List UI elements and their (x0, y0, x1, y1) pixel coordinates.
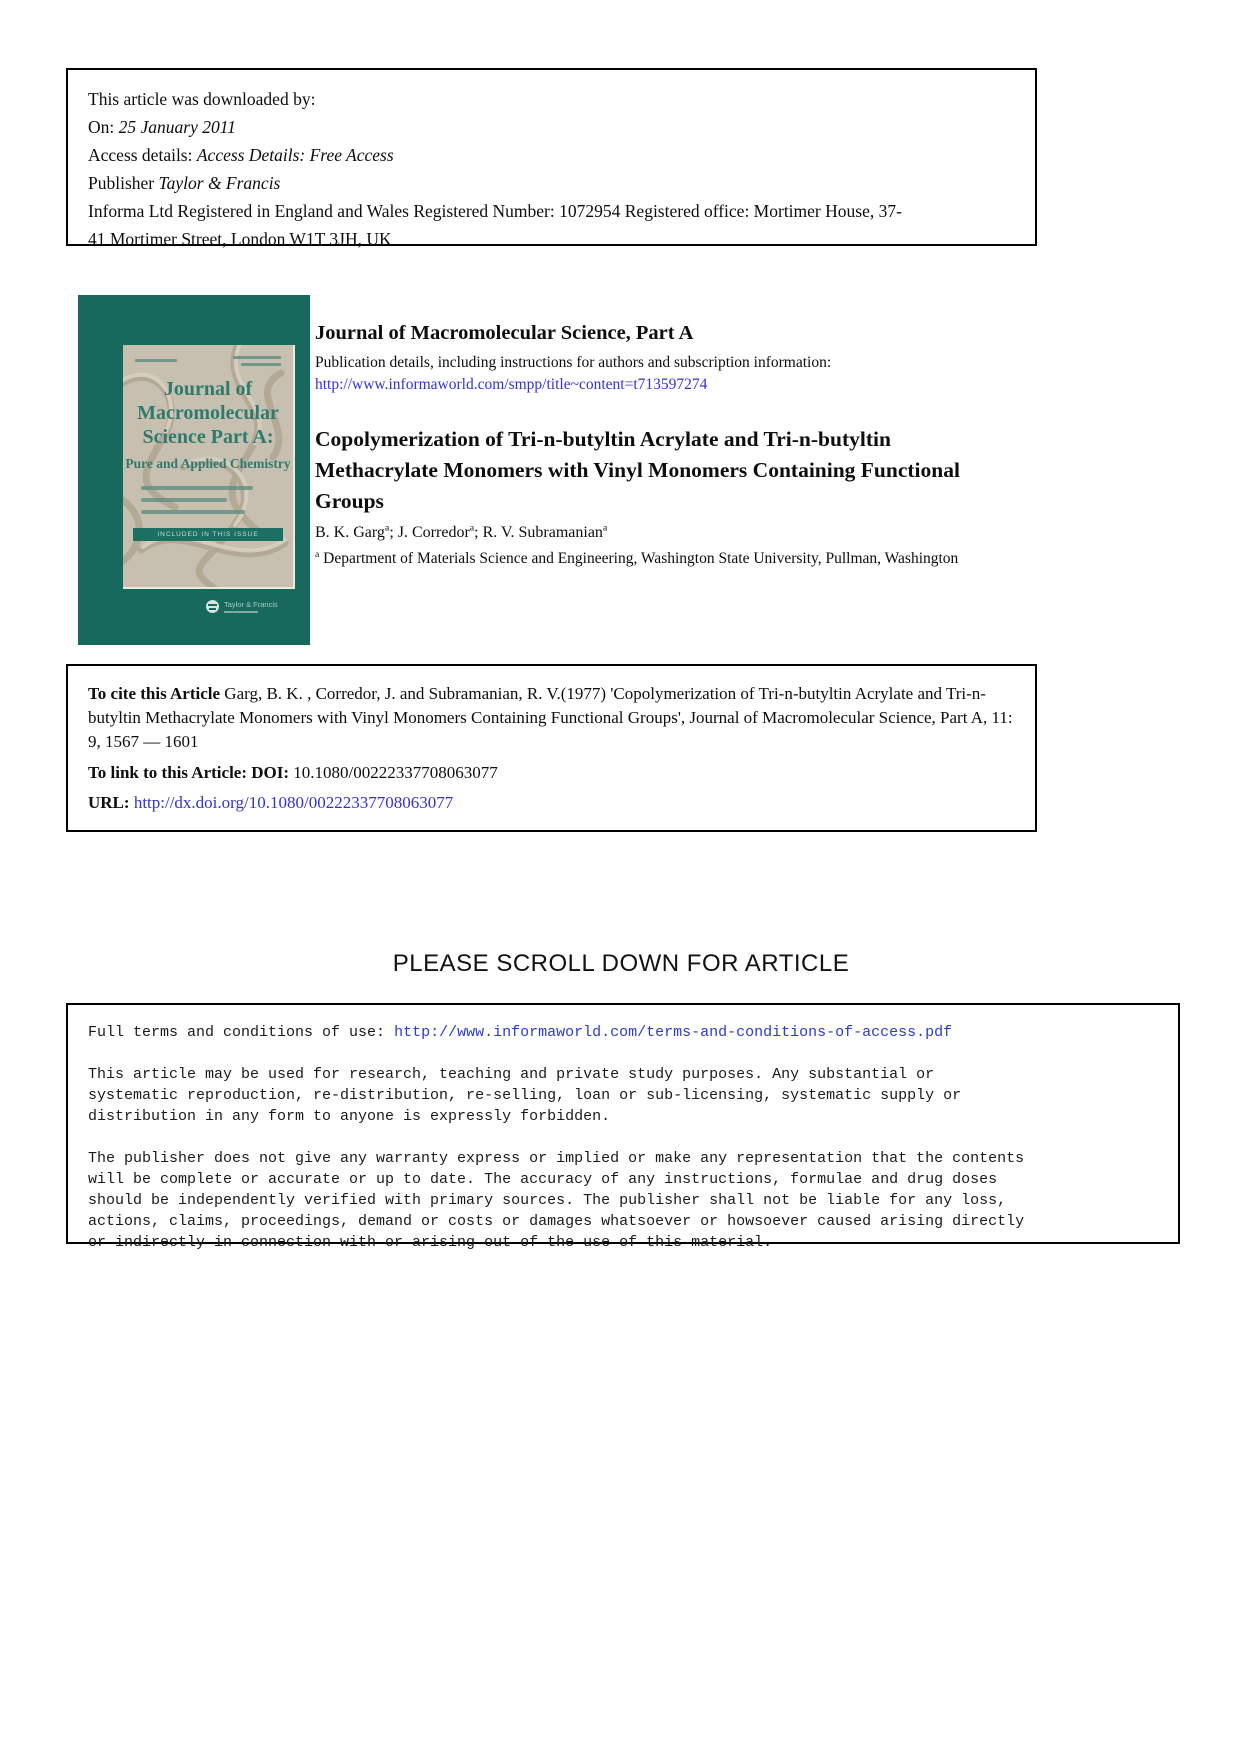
cover-volume-text (233, 356, 281, 359)
download-info-box (66, 68, 1037, 249)
cover-date-text (241, 363, 281, 366)
taylor-francis-logo: Taylor & Francis (206, 600, 278, 613)
author-name: R. V. Subramanian (482, 524, 603, 541)
publication-details-text: Publication details, including instructions for authors and subscription information: (315, 354, 832, 371)
cite-text: To cite this Article Garg, B. K. , Corredor, J. and Subramanian, R. V.(1977) 'Copolymerization of Tri-n-butyltin Acrylate and Tri-n-butyltin Methacrylate Monomers with Vinyl Monomers Containing Functional Groups', Journal of Macromolecular Science, Part A, 11: 9, 1567 — 1601 (88, 684, 1013, 751)
author-name: B. K. Garg (315, 524, 385, 541)
doi-url-link[interactable]: http://dx.doi.org/10.1080/00222337708063077 (133, 793, 454, 812)
full-terms-line: Full terms and conditions of use: http://www.informaworld.com/terms-and-conditions-of-access.pdf (88, 1024, 953, 1041)
author-affiliation: $^a$ Department of Materials Science and Engineering, Washington State University, Pullman, Washington (315, 548, 959, 567)
informa-registration-line: 41 Mortimer Street, London W1T 3JH, UK (88, 229, 392, 249)
cover-paper (123, 345, 295, 589)
informa-registration-line: Informa Ltd Registered in England and Wales Registered Number: 1072954 Registered office: Mortimer House, 37- (88, 201, 902, 221)
cover-editor-text (141, 510, 245, 514)
download-date-line: On: 25 January 2011 (88, 117, 236, 137)
journal-url-link[interactable]: http://www.informaworld.com/smpp/title~content=t713597274 (315, 376, 708, 393)
scroll-down-notice: PLEASE SCROLL DOWN FOR ARTICLE (392, 950, 850, 977)
author-list: B. K. Garg$^a$; J. Corredor$^a$; R. V. Subramanian$^a$ (315, 522, 608, 541)
journal-cover-image (78, 295, 310, 645)
terms-box (66, 1003, 1180, 1251)
cover-issn-text (135, 359, 177, 362)
article-title: Copolymerization of Tri-n-butyltin Acrylate and Tri-n-butyltin Methacrylate Monomers with Vinyl Monomers Containing Functional Groups (315, 427, 960, 513)
terms-paragraph-2: The publisher does not give any warranty express or implied or make any representation that the contents will be complete or accurate or up to date. The accuracy of any instructions, formulae and drug doses should be independently verified with primary sources. The publisher shall not be liable for any loss, actions, claims, proceedings, demand or costs or damages whatsoever or howsoever caused arising directly or indirectly in connection with or arising out of the use of this material. (88, 1150, 1025, 1251)
citation-box (66, 664, 1037, 832)
journal-name: Journal of Macromolecular Science, Part A (315, 322, 694, 344)
publisher-line: Publisher Taylor & Francis (88, 173, 281, 193)
doi-line: To link to this Article: DOI: 10.1080/00222337708063077 (88, 763, 498, 782)
author-name: J. Corredor (397, 524, 470, 541)
cover-editor-text (141, 498, 227, 502)
taylor-francis-logo-icon (206, 600, 219, 613)
downloaded-by-line: This article was downloaded by: (88, 89, 316, 109)
terms-url-link[interactable]: http://www.informaworld.com/terms-and-conditions-of-access.pdf (394, 1024, 953, 1041)
cover-journal-title: Journal of Macromolecular Science Part A: (137, 378, 279, 448)
access-details-line: Access details: Access Details: Free Access (88, 145, 394, 165)
taylor-francis-logo-subtext (224, 611, 258, 613)
terms-paragraph-1: This article may be used for research, teaching and private study purposes. Any substantial or systematic reproduction, re-distribution, re-selling, loan or sub-licensing, systematic supply or distribution in any form to anyone is expressly forbidden. (88, 1066, 962, 1125)
cover-issue-banner: INCLUDED IN THIS ISSUE (133, 528, 283, 541)
cover-editor-text (141, 486, 253, 490)
cover-journal-subtitle: Pure and Applied Chemistry (125, 456, 291, 471)
url-line: URL: http://dx.doi.org/10.1080/00222337708063077 (88, 793, 454, 812)
